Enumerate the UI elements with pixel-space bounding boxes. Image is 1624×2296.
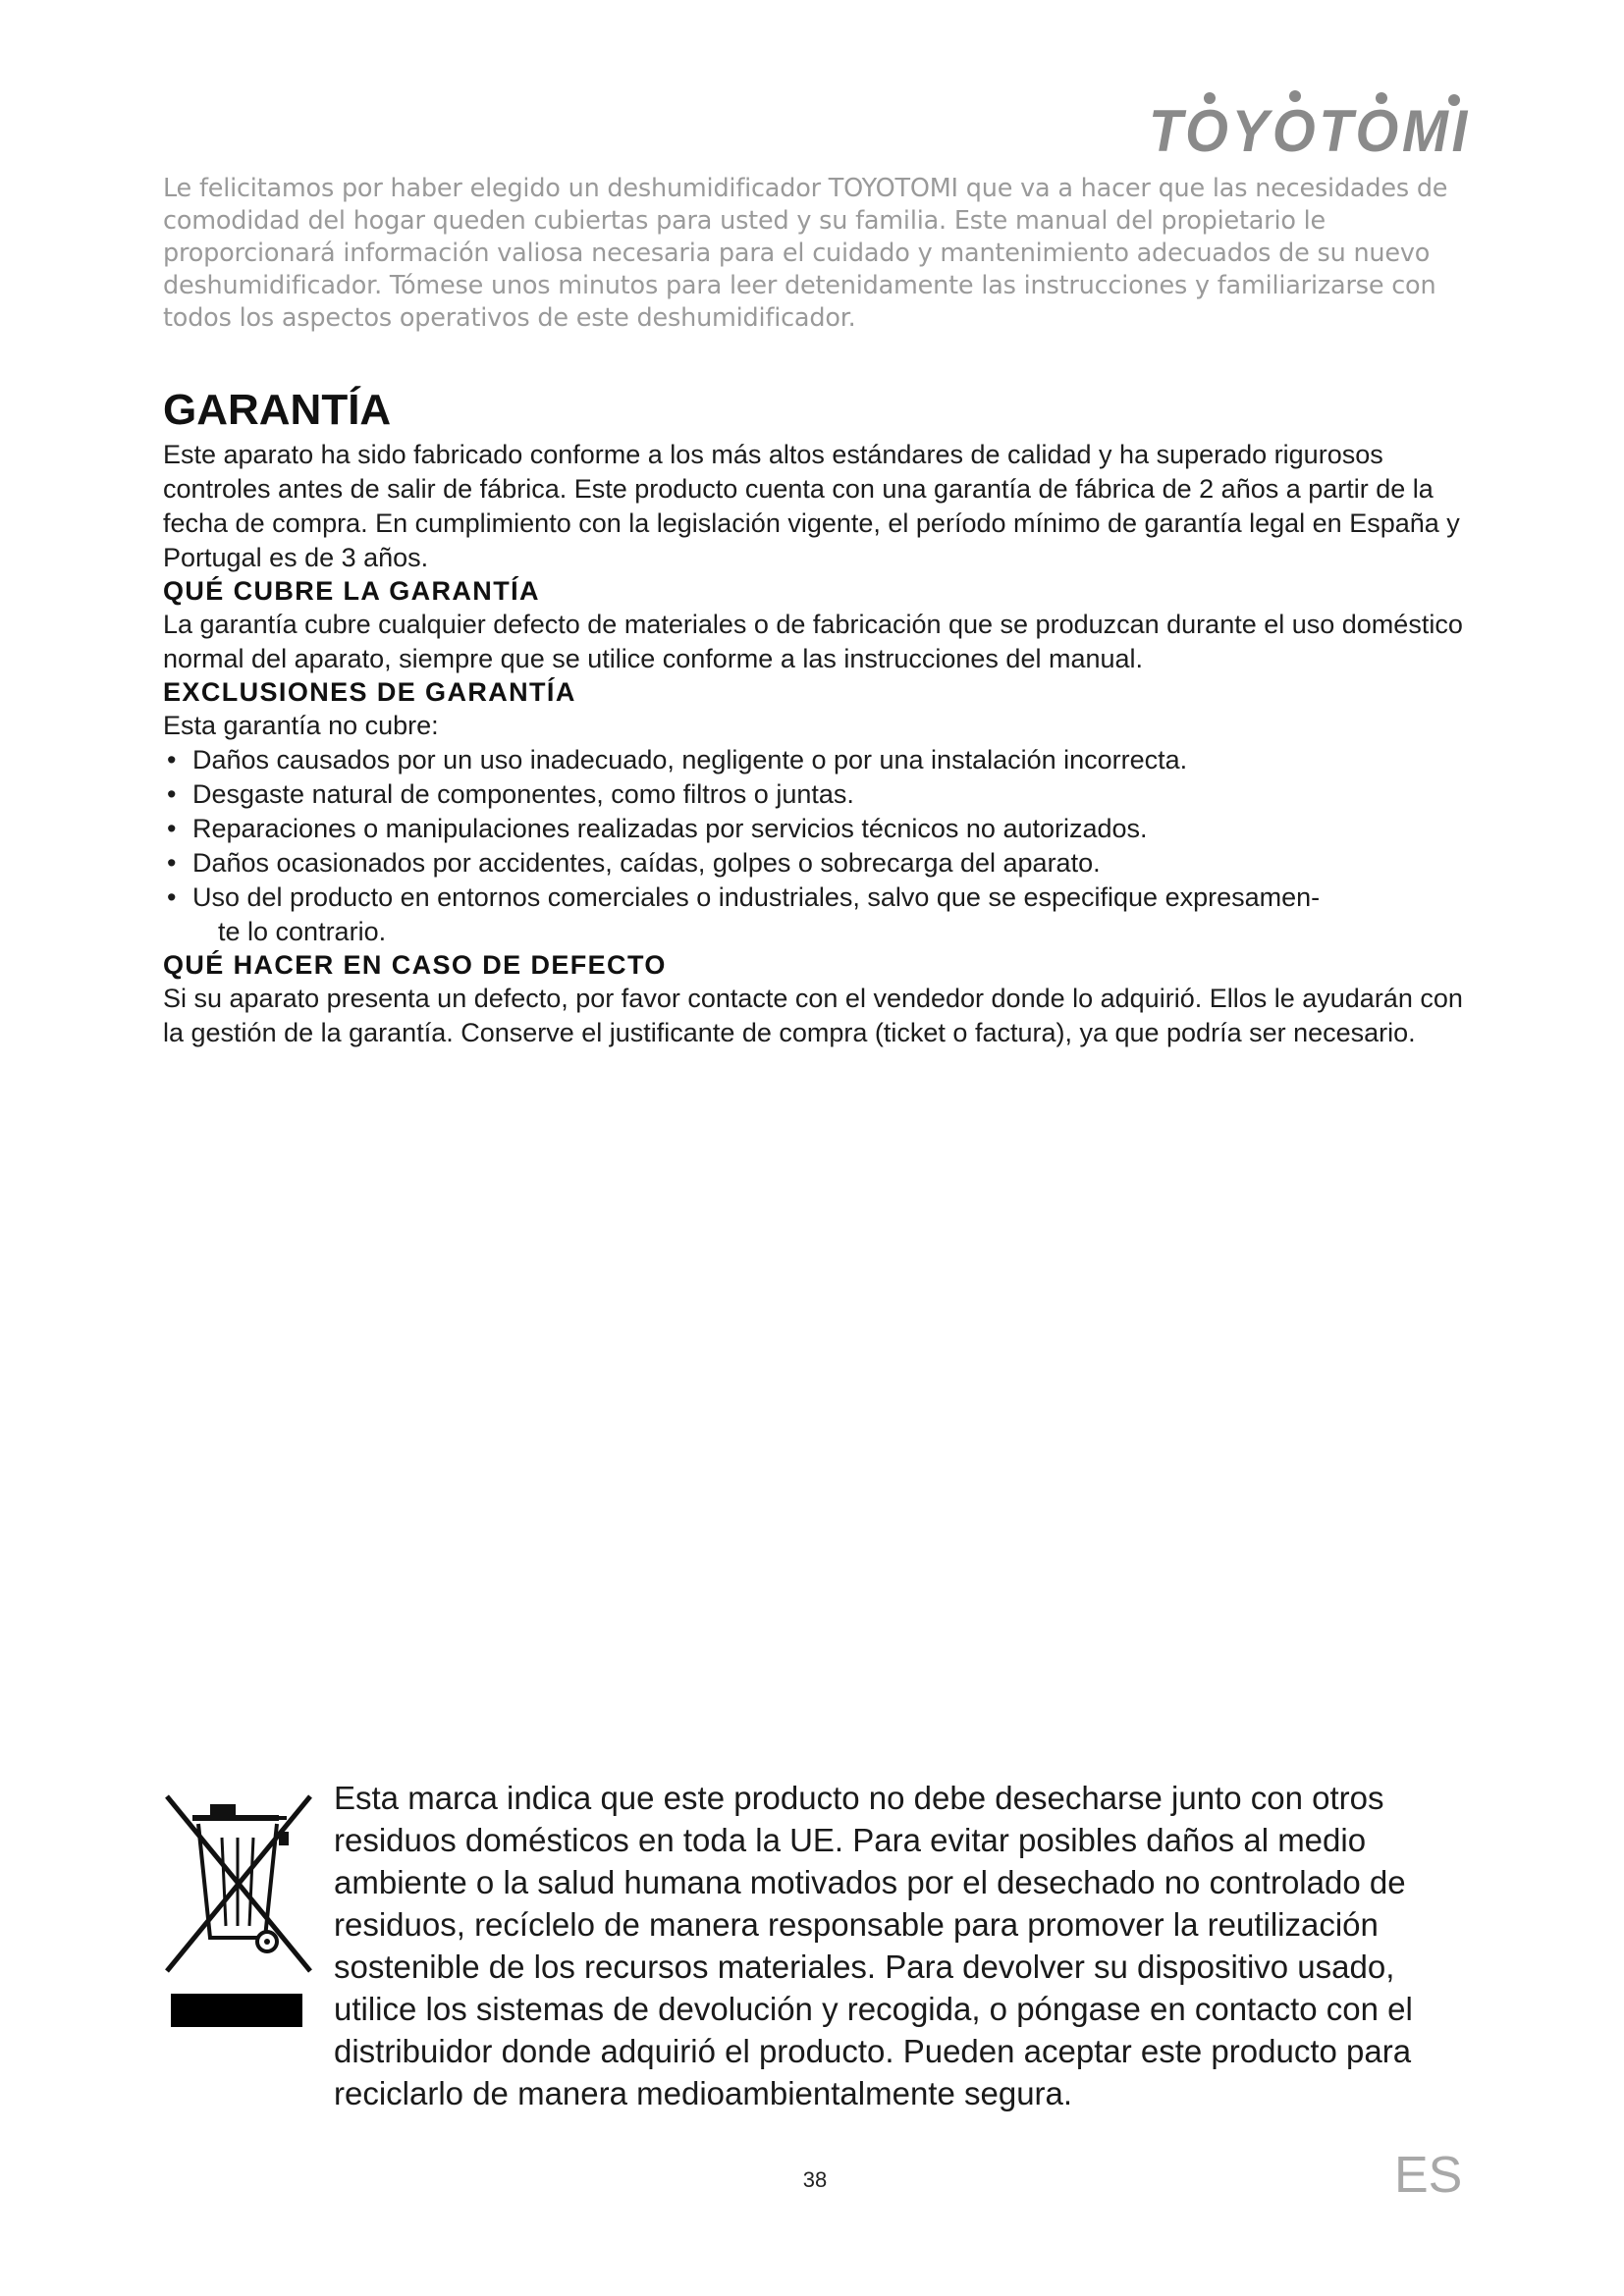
intro-section <box>163 173 1479 335</box>
crossed-out-wheelie-bin-icon <box>163 1789 320 1981</box>
weee-paragraph: Esta marca indica que este producto no debe desecharse junto con otros residuos domésticos en toda la UE. Para evitar posibles daños al medio ambiente o la salud humana motivados por el desechado no controlado de residuos, recíclelo de manera responsable para promover la reutilización sostenible de los recursos materiales. Para devolver su dispositivo usado, utilice los sistemas de devolución y recogida, o póngase en contacto con el distribuidor donde adquirió el producto. Pueden aceptar este producto para reciclarlo de manera medioambientalmente segura. <box>334 1780 1413 2111</box>
bullet-icon: • <box>167 848 177 878</box>
exclusions-list <box>163 743 1479 915</box>
intro-paragraph: Le felicitamos por haber elegido un deshumidificador TOYOTOMI que va a hacer que las necesidades de comodidad del hogar queden cubiertas para usted y su familia. Este manual del propietario le proporcionará información valiosa necesaria para el cuidado y mantenimiento adecuados de su nuevo deshumidificador. Tómese unos minutos para leer detenidamente las instrucciones y familiarizarse con todos los aspectos operativos de este deshumidificador. <box>163 174 1448 333</box>
list-item: • Daños ocasionados por accidentes, caídas, golpes o sobrecarga del aparato. <box>163 846 1479 881</box>
coverage-heading: QUÉ CUBRE LA GARANTÍA <box>163 576 540 606</box>
list-item: • Reparaciones o manipulaciones realizadas por servicios técnicos no autorizados. <box>163 812 1479 846</box>
bullet-icon: • <box>167 745 177 774</box>
language-code: ES <box>1394 2147 1463 2204</box>
warranty-intro: Este aparato ha sido fabricado conforme a los más altos estándares de calidad y ha superado rigurosos controles antes de salir de fábrica. Este producto cuenta con una garantía de fábrica de 2 años a partir de la fecha de compra. En cumplimiento con la legislación vigente, el período mínimo de garantía legal en España y Portugal es de 3 años. <box>163 440 1460 572</box>
bullet-icon: • <box>167 779 177 809</box>
exclusions-continuation: te lo contrario. <box>218 917 387 946</box>
weee-section <box>334 1777 1479 2114</box>
bullet-icon: • <box>167 882 177 912</box>
bullet-icon: • <box>167 814 177 843</box>
list-item: • Daños causados por un uso inadecuado, negligente o por una instalación incorrecta. <box>163 743 1479 777</box>
weee-marking-bar <box>171 1994 302 2027</box>
list-item: • Uso del producto en entornos comerciales o industriales, salvo que se especifique expresamen- <box>163 881 1479 915</box>
exclusions-intro: Esta garantía no cubre: <box>163 711 439 740</box>
exclusions-heading: EXCLUSIONES DE GARANTÍA <box>163 677 576 707</box>
logo-wordmark: TOYOTOMI <box>1149 98 1471 164</box>
list-item: • Desgaste natural de componentes, como filtros o juntas. <box>163 777 1479 812</box>
warranty-title: GARANTÍA <box>163 386 392 434</box>
page-number: 38 <box>802 2167 828 2192</box>
defect-heading: QUÉ HACER EN CASO DE DEFECTO <box>163 950 667 980</box>
coverage-text: La garantía cubre cualquier defecto de materiales o de fabricación que se produzcan durante el uso doméstico normal del aparato, siempre que se utilice conforme a las instrucciones del manual. <box>163 610 1463 673</box>
toyotomi-logo <box>1149 86 1473 165</box>
warranty-section <box>163 385 1479 1050</box>
defect-text: Si su aparato presenta un defecto, por favor contacte con el vendedor donde lo adquirió. Ellos le ayudarán con la gestión de la garantía. Conserve el justificante de compra (ticket o factura), ya que podría ser necesario. <box>163 984 1463 1047</box>
